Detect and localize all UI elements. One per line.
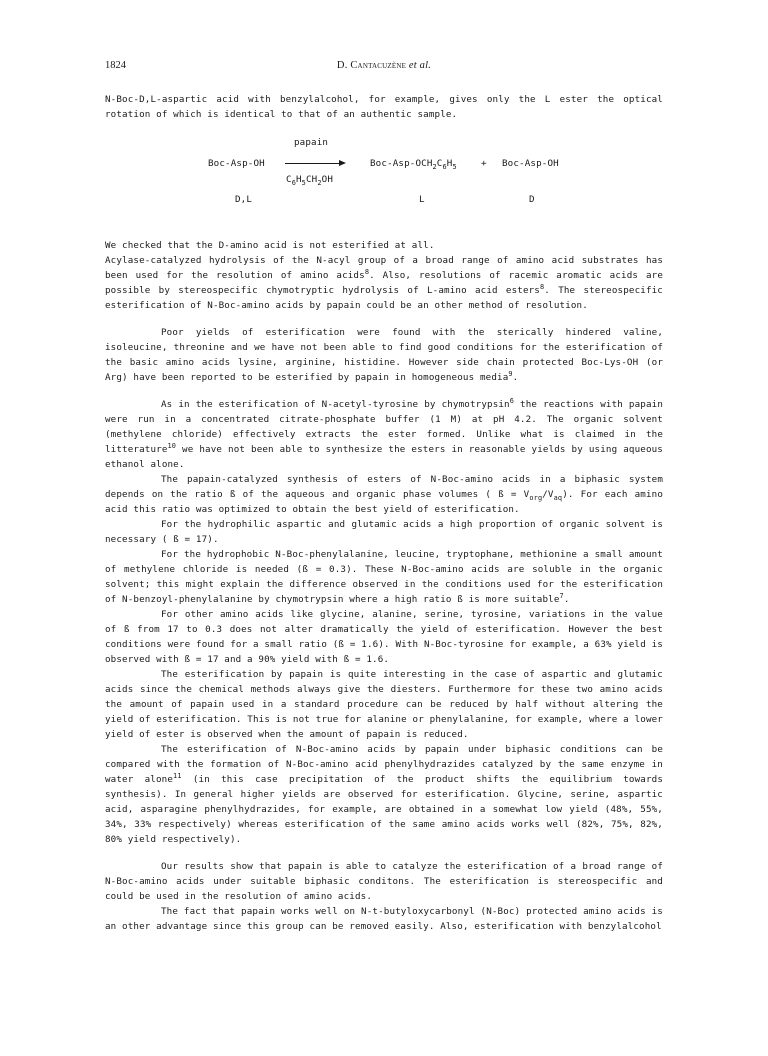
paragraph-acylase: Acylase-catalyzed hydrolysis of the N-acyl group of a broad range of amino acid substrates has been used for the resolution of amino acids$^8$. Also, resolutions of racemic aromatic acids are possible by stereospecific chymotryptic hydrolysis of L-amino acid esters$^8$. The stereospecific esterification of N-Boc-amino acids by papain could be an other method of resolution. [105, 255, 663, 311]
ref-10: 10 [167, 441, 177, 450]
acid-product: Boc-Asp-OH [502, 158, 559, 169]
paragraph-biphasic: The papain-catalyzed synthesis of esters of N-Boc-amino acids in a biphasic system depends on the ratio ß of the aqueous and organic phase volumes ( ß = $V_{org}/V_{aq}$). For each amino acid this ratio was optimized to obtain the best yield of esterification. [105, 474, 663, 515]
reaction-arrow [285, 163, 341, 164]
paragraph-poor-yields: Poor yields of esterification were found with the sterically hindered valine, isoleucine, threonine and we have not been able to find good conditions for the esterification of the basic amino acids lysine, arginine, histidine. However side chain protected Boc-Lys-OH (or Arg) have been reported to be esterified by papain in homogeneous media$^9$. [105, 327, 663, 383]
ref-9: 9 [508, 369, 513, 378]
acid-config: D [529, 194, 535, 205]
article-body [105, 92, 663, 934]
ref-7: 7 [559, 591, 564, 600]
running-header [105, 60, 663, 76]
ref-8a: 8 [364, 267, 370, 276]
ester-product: Boc-$Asp-OCH_2C_6H_5$ [370, 158, 457, 171]
paragraph-conclusion: Our results show that papain is able to catalyze the esterification of a broad range of N-Boc-amino acids under suitable biphasic conditons. The esterification is stereospecific and could be used in the resolution of amino acids. [105, 861, 663, 902]
et-al: et al. [406, 60, 432, 71]
reactant-config: D,L [235, 194, 253, 205]
paragraph-hydrophobic: For the hydrophobic N-Boc-phenylalanine, leucine, tryptophane, methionine a small amount of methylene chloride is needed (ß = 0.3). These N-Boc-amino acids are soluble in the organic solvent; this might explain the difference observed in the conditions used for the esterification of N-benzoyl-phenylalanine by chymotrypsin where a high ratio ß is more suitable$^7$. [105, 549, 663, 605]
ester-config: L [419, 194, 425, 205]
reaction-scheme [105, 134, 663, 230]
reactant: Boc-Asp-OH [208, 158, 265, 169]
paragraph-boc-advantage: The fact that papain works well on N-t-butyloxycarbonyl (N-Boc) protected amino acids is an other advantage since this group can be removed easily. Also, esterification with benzylalcohol [105, 906, 663, 932]
paragraph-buffer: As in the esterification of N-acetyl-tyrosine by chymotrypsin$^6$ the reactions with papain were run in a concentrated citrate-phosphate buffer (1 M) at pH 4.2. The organic solvent (methylene chloride) effectively extracts the ester formed. Unlike what is claimed in the litterature$^{10}$ we have not been able to synthesize the esters in reasonable yields by using aqueous ethanol alone. [105, 396, 664, 470]
arrow-head [339, 160, 346, 166]
paragraph-intro: N-Boc-D,L-aspartic acid with benzylalcohol, for example, gives only the L ester the optical rotation of which is identical to that of an authentic sample. [105, 94, 663, 120]
paragraph-hydrophilic: For the hydrophilic aspartic and glutamic acids a high proportion of organic solvent is necessary ( ß = 17). [105, 519, 663, 545]
plus-sign: + [481, 158, 487, 169]
page-number: 1824 [105, 60, 126, 71]
author-name: D. Cantacuzène [336, 60, 407, 71]
ref-6: 6 [509, 396, 515, 405]
paragraph-phenylhydrazides: The esterification of N-Boc-amino acids by papain under biphasic conditions can be compared with the formation of N-Boc-amino acid phenylhydrazides catalyzed by the same enzyme in water alone$^{11}$ (in this case precipitation of the product shifts the equilibrium towards synthesis). In general higher yields are observed for esterification. Glycine, serine, aspartic acid, asparagine phenylhydrazides, for example, are obtained in a somewhat low yield (48%, 55%, 34%, 33% respectively) whereas esterification of the same amino acids works well (82%, 75%, 82%, 80% yield respectively). [105, 744, 664, 845]
ref-8b: 8 [540, 282, 545, 291]
ref-11: 11 [173, 771, 182, 780]
paragraph-aspartic-glutamic: The esterification by papain is quite interesting in the case of aspartic and glutamic acids since the chemical methods always give the diesters. Furthermore for these two amino acids the amount of papain used in a standard procedure can be reduced by half without altering the yield of esterification. This is not true for alanine or phenylalanine, for example, where a lower yield of ester is observed when the amount of papain is reduced. [105, 669, 663, 740]
paragraph-other-amino-acids: For other amino acids like glycine, alanine, serine, tyrosine, variations in the value of ß from 17 to 0.3 does not alter dramatically the yield of esterification. However the best conditions were found for a small ratio (ß = 1.6). With N-Boc-tyrosine for example, a 63% yield is observed with ß = 17 and a 90% yield with ß = 1.6. [105, 609, 663, 665]
paragraph-d-amino: We checked that the D-amino acid is not esterified at all. [105, 240, 435, 251]
catalyst-label: papain [294, 137, 329, 148]
reagent: $C_6H_5CH_2OH$ [286, 174, 334, 187]
running-author [105, 60, 663, 71]
